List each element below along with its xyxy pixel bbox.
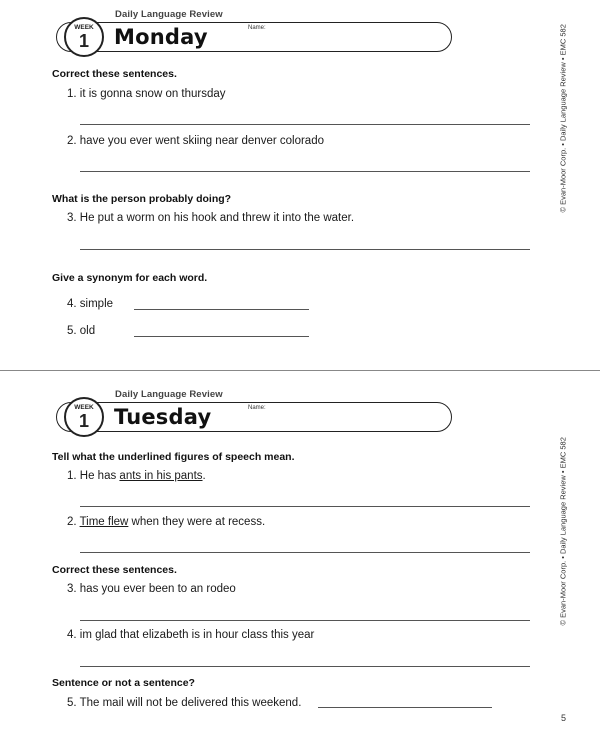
answer-line-1[interactable]: [80, 506, 530, 507]
week-label: WEEK: [74, 24, 94, 31]
instruction-correct: Correct these sentences.: [52, 564, 177, 576]
question-2: [67, 516, 265, 528]
question-3: 3. has you ever been to an rodeo: [67, 583, 236, 595]
day-title: Tuesday: [114, 405, 212, 429]
underlined-phrase-2: Time flew: [79, 516, 129, 528]
question-1-text: 1. He has: [67, 470, 120, 482]
week-label: WEEK: [74, 404, 94, 411]
name-label: Name:: [248, 25, 266, 31]
answer-line-4[interactable]: [80, 666, 530, 667]
answer-line-5[interactable]: [318, 707, 492, 708]
answer-line-5[interactable]: [134, 336, 309, 337]
series-title: Daily Language Review: [115, 9, 223, 20]
page-number: 5: [561, 713, 567, 723]
series-title: Daily Language Review: [115, 389, 223, 400]
week-badge: [64, 17, 104, 57]
instruction-synonym: Give a synonym for each word.: [52, 272, 208, 284]
question-5: 5. old: [67, 325, 96, 337]
copyright-side-text: © Evan-Moor Corp. • Daily Language Review • EMC 582: [558, 437, 568, 626]
answer-line-3[interactable]: [80, 249, 530, 250]
instruction-figures-of-speech: Tell what the underlined figures of speech mean.: [52, 451, 295, 463]
question-2: 2. have you ever went skiing near denver colorado: [67, 135, 324, 147]
question-1-end: .: [202, 470, 206, 482]
day-title: Monday: [114, 25, 208, 49]
instruction-correct: Correct these sentences.: [52, 68, 177, 80]
copyright-side-text: © Evan-Moor Corp. • Daily Language Review • EMC 582: [558, 24, 568, 213]
question-1: 1. it is gonna snow on thursday: [67, 88, 226, 100]
instruction-probably-doing: What is the person probably doing?: [52, 193, 232, 205]
answer-line-2[interactable]: [80, 552, 530, 553]
answer-line-4[interactable]: [134, 309, 309, 310]
page-divider: [0, 370, 600, 371]
answer-line-1[interactable]: [80, 124, 530, 125]
question-3: 3. He put a worm on his hook and threw it into the water.: [67, 212, 355, 224]
answer-line-3[interactable]: [80, 620, 530, 621]
question-2-number: 2.: [67, 516, 80, 528]
week-badge: [64, 397, 104, 437]
question-4: 4. im glad that elizabeth is in hour class this year: [67, 629, 315, 641]
question-4: 4. simple: [67, 298, 114, 310]
week-number: 1: [78, 31, 89, 51]
week-number: 1: [78, 411, 89, 431]
name-label: Name:: [248, 405, 266, 411]
underlined-phrase-1: ants in his pants: [119, 470, 203, 482]
answer-line-2[interactable]: [80, 171, 530, 172]
question-1: [67, 470, 206, 482]
question-2-text: when they were at recess.: [128, 516, 266, 528]
question-5: 5. The mail will not be delivered this weekend.: [67, 697, 302, 709]
instruction-sentence-or-not: Sentence or not a sentence?: [52, 677, 195, 689]
